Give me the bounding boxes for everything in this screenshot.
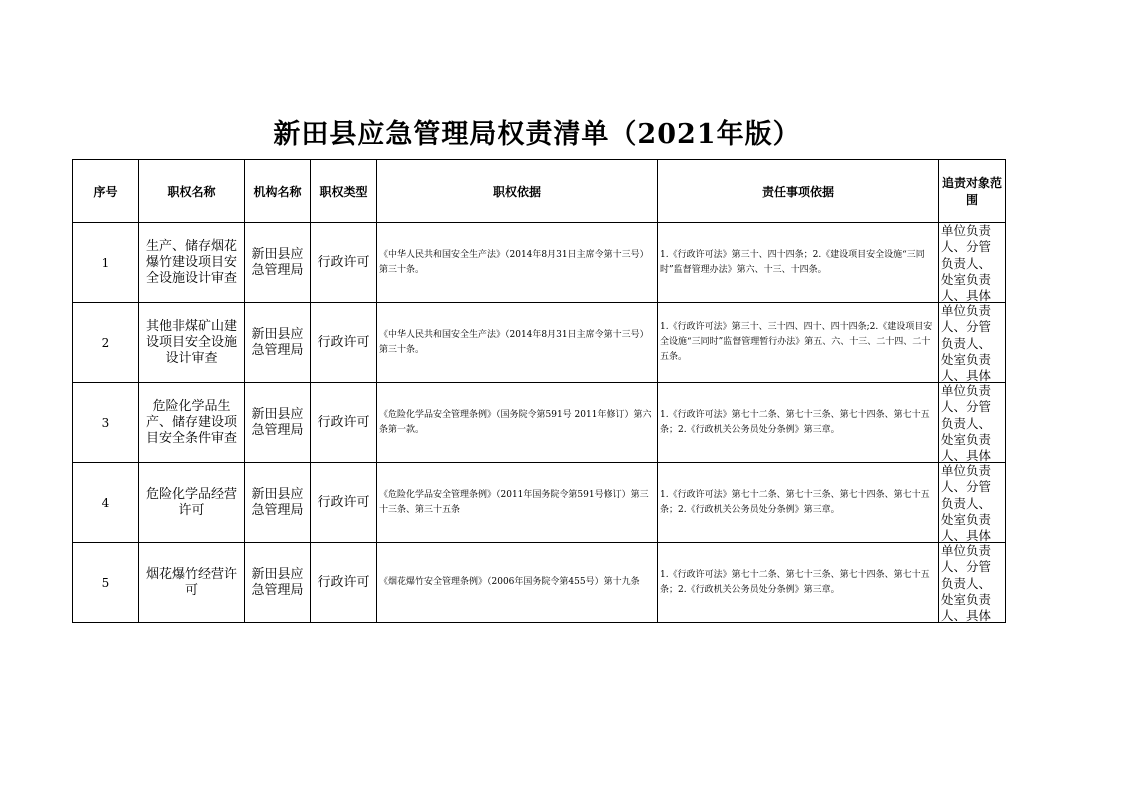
cell-scope-text: 单位负责人、分管负责人、处室负责人、具体 xyxy=(941,543,992,622)
cell-scope-text: 单位负责人、分管负责人、处室负责人、具体 xyxy=(941,223,992,302)
cell-type: 行政许可 xyxy=(311,383,377,463)
table-header-row xyxy=(73,160,1006,223)
cell-resp: 1.《行政许可法》第七十二条、第七十三条、第七十四条、第七十五条；2.《行政机关公务员处分条例》第三章。 xyxy=(658,383,939,463)
cell-no: 4 xyxy=(73,463,139,543)
header-type: 职权类型 xyxy=(311,160,377,223)
cell-name: 危险化学品经营许可 xyxy=(139,463,245,543)
cell-resp: 1.《行政许可法》第三十、四十四条；2.《建设项目安全设施“三同时”监督管理办法》第六、十三、十四条。 xyxy=(658,223,939,303)
cell-scope-text: 单位负责人、分管负责人、处室负责人、具体 xyxy=(941,383,992,462)
cell-scope-text: 单位负责人、分管负责人、处室负责人、具体 xyxy=(941,463,992,542)
cell-scope xyxy=(939,223,1006,303)
cell-basis: 《危险化学品安全管理条例》（2011年国务院令第591号修订）第三十三条、第三十五条 xyxy=(377,463,658,543)
cell-resp: 1.《行政许可法》第三十、三十四、四十、四十四条;2.《建设项目安全设施“三同时”监督管理暂行办法》第五、六、十三、二十四、二十五条。 xyxy=(658,303,939,383)
cell-name: 烟花爆竹经营许可 xyxy=(139,543,245,623)
cell-no: 5 xyxy=(73,543,139,623)
cell-org: 新田县应急管理局 xyxy=(245,303,311,383)
header-resp: 责任事项依据 xyxy=(658,160,939,223)
table-row xyxy=(73,223,1006,303)
cell-scope xyxy=(939,543,1006,623)
cell-name: 危险化学品生产、储存建设项目安全条件审查 xyxy=(139,383,245,463)
cell-org: 新田县应急管理局 xyxy=(245,223,311,303)
header-name: 职权名称 xyxy=(139,160,245,223)
table-row xyxy=(73,463,1006,543)
cell-basis: 《危险化学品安全管理条例》（国务院令第591号 2011年修订）第六条第一款。 xyxy=(377,383,658,463)
cell-basis: 《中华人民共和国安全生产法》（2014年8月31日主席令第十三号）第三十条。 xyxy=(377,223,658,303)
header-no: 序号 xyxy=(73,160,139,223)
page-title: 新田县应急管理局权责清单（2021年版） xyxy=(273,119,801,150)
cell-type: 行政许可 xyxy=(311,223,377,303)
power-responsibility-table xyxy=(72,159,1006,623)
cell-scope-text: 单位负责人、分管负责人、处室负责人、具体 xyxy=(941,303,992,382)
cell-resp: 1.《行政许可法》第七十二条、第七十三条、第七十四条、第七十五条；2.《行政机关公务员处分条例》第三章。 xyxy=(658,463,939,543)
cell-org: 新田县应急管理局 xyxy=(245,463,311,543)
cell-resp: 1.《行政许可法》第七十二条、第七十三条、第七十四条、第七十五条；2.《行政机关公务员处分条例》第三章。 xyxy=(658,543,939,623)
cell-no: 2 xyxy=(73,303,139,383)
cell-name: 其他非煤矿山建设项目安全设施设计审查 xyxy=(139,303,245,383)
cell-name: 生产、储存烟花爆竹建设项目安全设施设计审查 xyxy=(139,223,245,303)
cell-type: 行政许可 xyxy=(311,543,377,623)
cell-type: 行政许可 xyxy=(311,463,377,543)
header-basis: 职权依据 xyxy=(377,160,658,223)
table-row xyxy=(73,303,1006,383)
header-org: 机构名称 xyxy=(245,160,311,223)
cell-scope xyxy=(939,303,1006,383)
cell-scope xyxy=(939,463,1006,543)
cell-org: 新田县应急管理局 xyxy=(245,543,311,623)
cell-no: 3 xyxy=(73,383,139,463)
table-row xyxy=(73,543,1006,623)
cell-org: 新田县应急管理局 xyxy=(245,383,311,463)
cell-no: 1 xyxy=(73,223,139,303)
header-scope: 追责对象范围 xyxy=(939,160,1006,223)
cell-scope xyxy=(939,383,1006,463)
cell-basis: 《烟花爆竹安全管理条例》（2006年国务院令第455号）第十九条 xyxy=(377,543,658,623)
cell-basis: 《中华人民共和国安全生产法》（2014年8月31日主席令第十三号）第三十条。 xyxy=(377,303,658,383)
cell-type: 行政许可 xyxy=(311,303,377,383)
table-row xyxy=(73,383,1006,463)
